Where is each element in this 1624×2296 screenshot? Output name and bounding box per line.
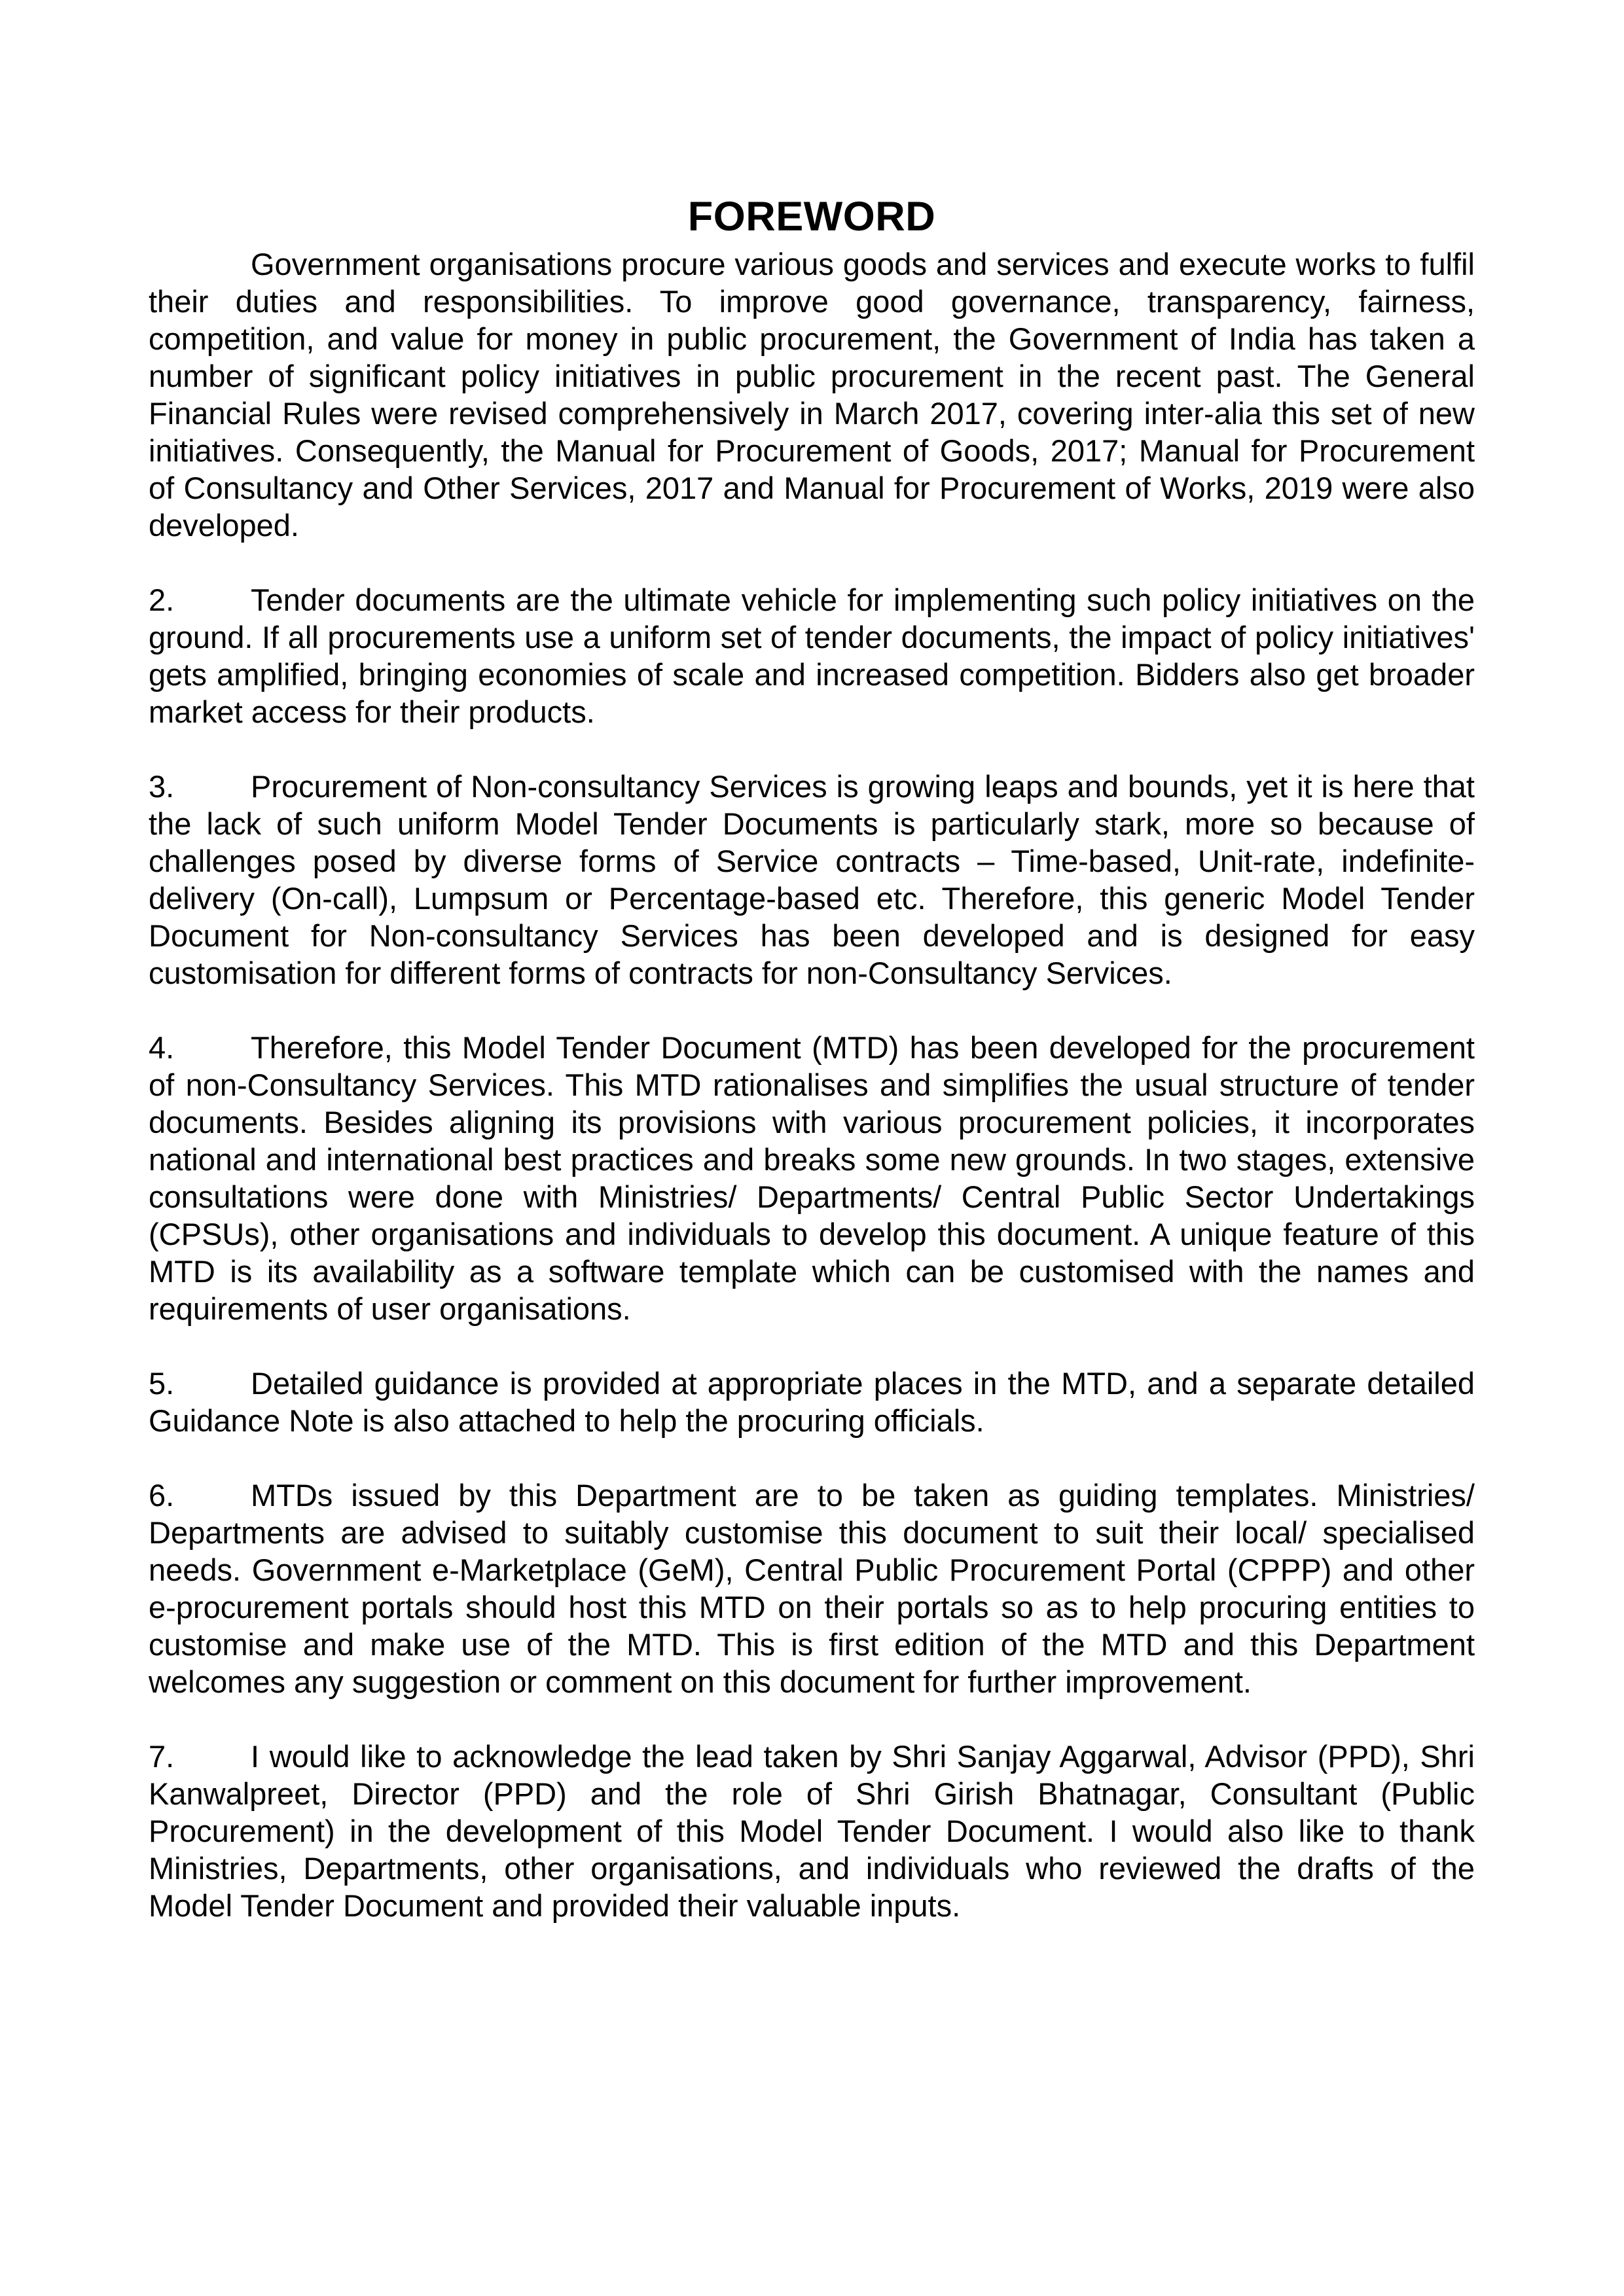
paragraph-text: Detailed guidance is provided at appropriate places in the MTD, and a separate detailed Guidance Note is also attached to help the procuring officials. [149,1366,1475,1438]
paragraph-number: 7. [149,1739,175,1774]
paragraph-3 [149,768,1475,992]
paragraph-number: 6. [149,1478,175,1513]
paragraph-number: 4. [149,1030,175,1065]
paragraph-2 [149,581,1475,730]
paragraph-text: Procurement of Non-consultancy Services is growing leaps and bounds, yet it is here that the lack of such uniform Model Tender Documents is particularly stark, more so because of challenges posed by diverse forms of Service contracts – Time-based, Unit-rate, indefinite-delivery (On-call), Lumpsum or Percentage-based etc. Therefore, this generic Model Tender Document for Non-consultancy Services has been developed and is designed for easy customisation for different forms of contracts for non-Consultancy Services. [149,769,1475,990]
paragraph-number: 2. [149,583,175,617]
paragraph-text: Government organisations procure various goods and services and execute works to fulfil their duties and responsibilities. To improve good governance, transparency, fairness, competition, and value for money in public procurement, the Government of India has taken a number of significant policy initiatives in public procurement in the recent past. The General Financial Rules were revised comprehensively in March 2017, covering inter-alia this set of new initiatives. Consequently, the Manual for Procurement of Goods, 2017; Manual for Procurement of Consultancy and Other Services, 2017 and Manual for Procurement of Works, 2019 were also developed. [149,247,1475,543]
paragraph-text: Tender documents are the ultimate vehicle for implementing such policy initiatives on the ground. If all procurements use a uniform set of tender documents, the impact of policy initiatives' gets amplified, bringing economies of scale and increased competition. Bidders also get broader market access for their products. [149,583,1475,729]
paragraph-text: MTDs issued by this Department are to be taken as guiding templates. Ministries/ Departments are advised to suitably customise this document to suit their local/ specialised needs. Government e-Marketplace (GeM), Central Public Procurement Portal (CPPP) and other e-procurement portals should host this MTD on their portals so as to help procuring entities to customise and make use of the MTD. This is first edition of the MTD and this Department welcomes any suggestion or comment on this document for further improvement. [149,1478,1475,1699]
paragraph-text: Therefore, this Model Tender Document (MTD) has been developed for the procurement of non-Consultancy Services. This MTD rationalises and simplifies the usual structure of tender documents. Besides aligning its provisions with various procurement policies, it incorporates national and international best practices and breaks some new grounds. In two stages, extensive consultations were done with Ministries/ Departments/ Central Public Sector Undertakings (CPSUs), other organisations and individuals to develop this document. A unique feature of this MTD is its availability as a software template which can be customised with the names and requirements of user organisations. [149,1030,1475,1326]
paragraph-7 [149,1738,1475,1924]
paragraph-text: I would like to acknowledge the lead taken by Shri Sanjay Aggarwal, Advisor (PPD), Shri Kanwalpreet, Director (PPD) and the role of Shri Girish Bhatnagar, Consultant (Public Procurement) in the development of this Model Tender Document. I would also like to thank Ministries, Departments, other organisations, and individuals who reviewed the drafts of the Model Tender Document and provided their valuable inputs. [149,1739,1475,1923]
paragraph-intro [149,245,1475,544]
page-title: FOREWORD [687,194,936,240]
paragraph-5 [149,1365,1475,1439]
paragraph-4 [149,1029,1475,1327]
paragraph-number: 3. [149,769,175,804]
paragraph-6 [149,1477,1475,1700]
paragraph-number: 5. [149,1366,175,1401]
